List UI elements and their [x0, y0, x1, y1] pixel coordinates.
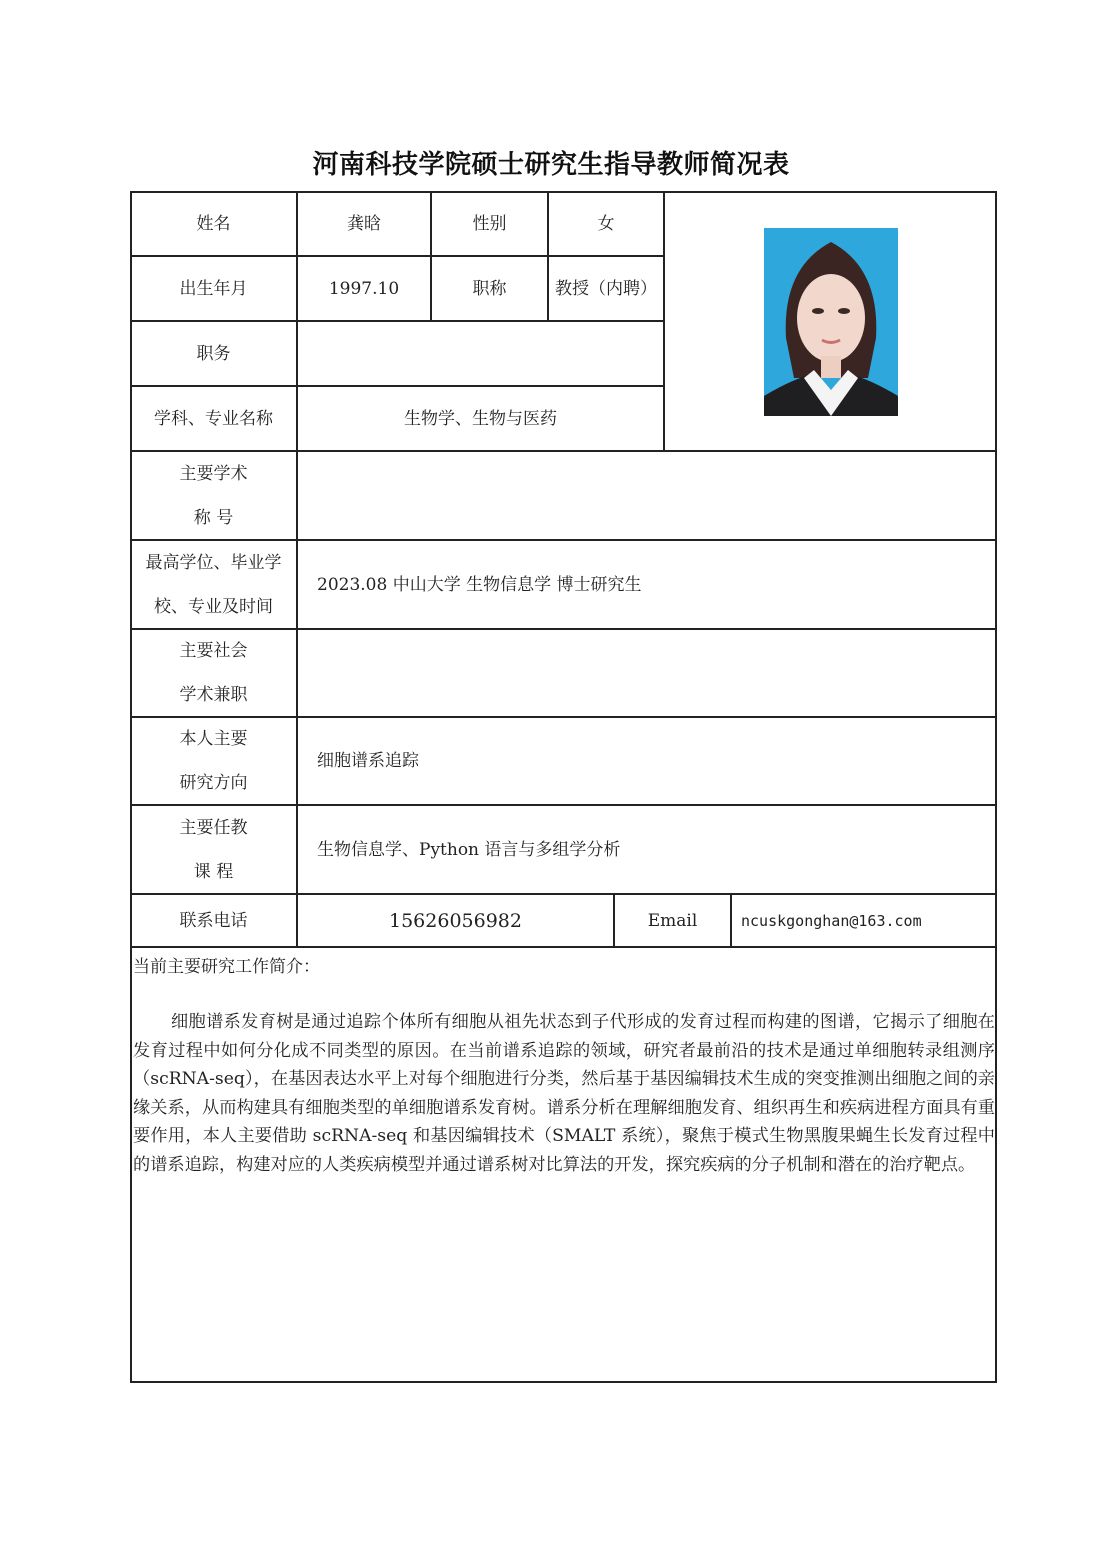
intro-label: 当前主要研究工作简介： — [133, 957, 320, 977]
phone-label: 联系电话 — [179, 910, 248, 931]
rank-value: 教授（内聘） — [555, 278, 657, 299]
discipline-value: 生物学、生物与医药 — [404, 408, 557, 429]
birth-value: 1997.10 — [328, 278, 400, 299]
email-value: ncuskgonghan@163.com — [741, 911, 922, 930]
position-label: 职务 — [196, 343, 231, 364]
label-line: 本人主要 — [179, 729, 248, 749]
research-direction-value: 细胞谱系追踪 — [317, 751, 419, 771]
label-line: 研究方向 — [179, 773, 248, 793]
courses-value: 生物信息学、Python 语言与多组学分析 — [317, 839, 621, 860]
degree-value: 2023.08 中山大学 生物信息学 博士研究生 — [317, 574, 642, 595]
degree-label — [130, 540, 297, 629]
phone-value: 15626056982 — [389, 909, 522, 932]
name-value: 龚晗 — [347, 213, 381, 234]
rank-label: 职称 — [472, 278, 507, 299]
birth-label: 出生年月 — [179, 278, 248, 299]
label-line: 学术兼职 — [179, 685, 248, 705]
label-line: 主要社会 — [179, 641, 248, 661]
label-line: 最高学位、毕业学 — [145, 552, 282, 573]
gender-value: 女 — [597, 213, 615, 234]
intro-text: 细胞谱系发育树是通过追踪个体所有细胞从祖先状态到子代形成的发育过程而构建的图谱，它揭示了细胞在发育过程中如何分化成不同类型的原因。在当前谱系追踪的领域，研究者最前沿的技术是通过单细胞转录组测序（scRNA-seq），在基因表达水平上对每个细胞进行分类，然后基于基因编辑技术生成的突变推测出细胞之间的亲缘关系，从而构建具有细胞类型的单细胞谱系发育树。谱系分析在理解细胞发育、组织再生和疾病进程方面具有重要作用，本人主要借助 scRNA-seq 和基因编辑技术（SMALT 系统），聚焦于模式生物黑腹果蝇生长发育过程中的谱系追踪，构建对应的人类疾病模型并通过谱系树对比算法的开发，探究疾病的分子机制和潜在的治疗靶点。 — [133, 1012, 995, 1175]
academic-title-value — [297, 451, 997, 540]
gender-label: 性别 — [472, 213, 507, 234]
email-label: Email — [647, 910, 698, 931]
discipline-label: 学科、专业名称 — [154, 408, 273, 429]
academic-title-label — [130, 451, 297, 540]
portrait-image — [764, 228, 898, 416]
position-value — [297, 321, 664, 386]
social-position-label — [130, 629, 297, 717]
courses-label — [130, 805, 297, 894]
label-line: 校、专业及时间 — [154, 596, 273, 617]
label-line: 称 号 — [193, 507, 234, 528]
label-line: 主要任教 — [179, 817, 248, 838]
name-label: 姓名 — [196, 213, 231, 234]
profile-photo — [764, 228, 898, 416]
label-line: 课 程 — [193, 861, 234, 882]
social-position-value — [297, 629, 997, 717]
document-title: 河南科技学院硕士研究生指导教师简况表 — [312, 150, 790, 180]
research-direction-label — [130, 717, 297, 805]
label-line: 主要学术 — [179, 463, 248, 484]
